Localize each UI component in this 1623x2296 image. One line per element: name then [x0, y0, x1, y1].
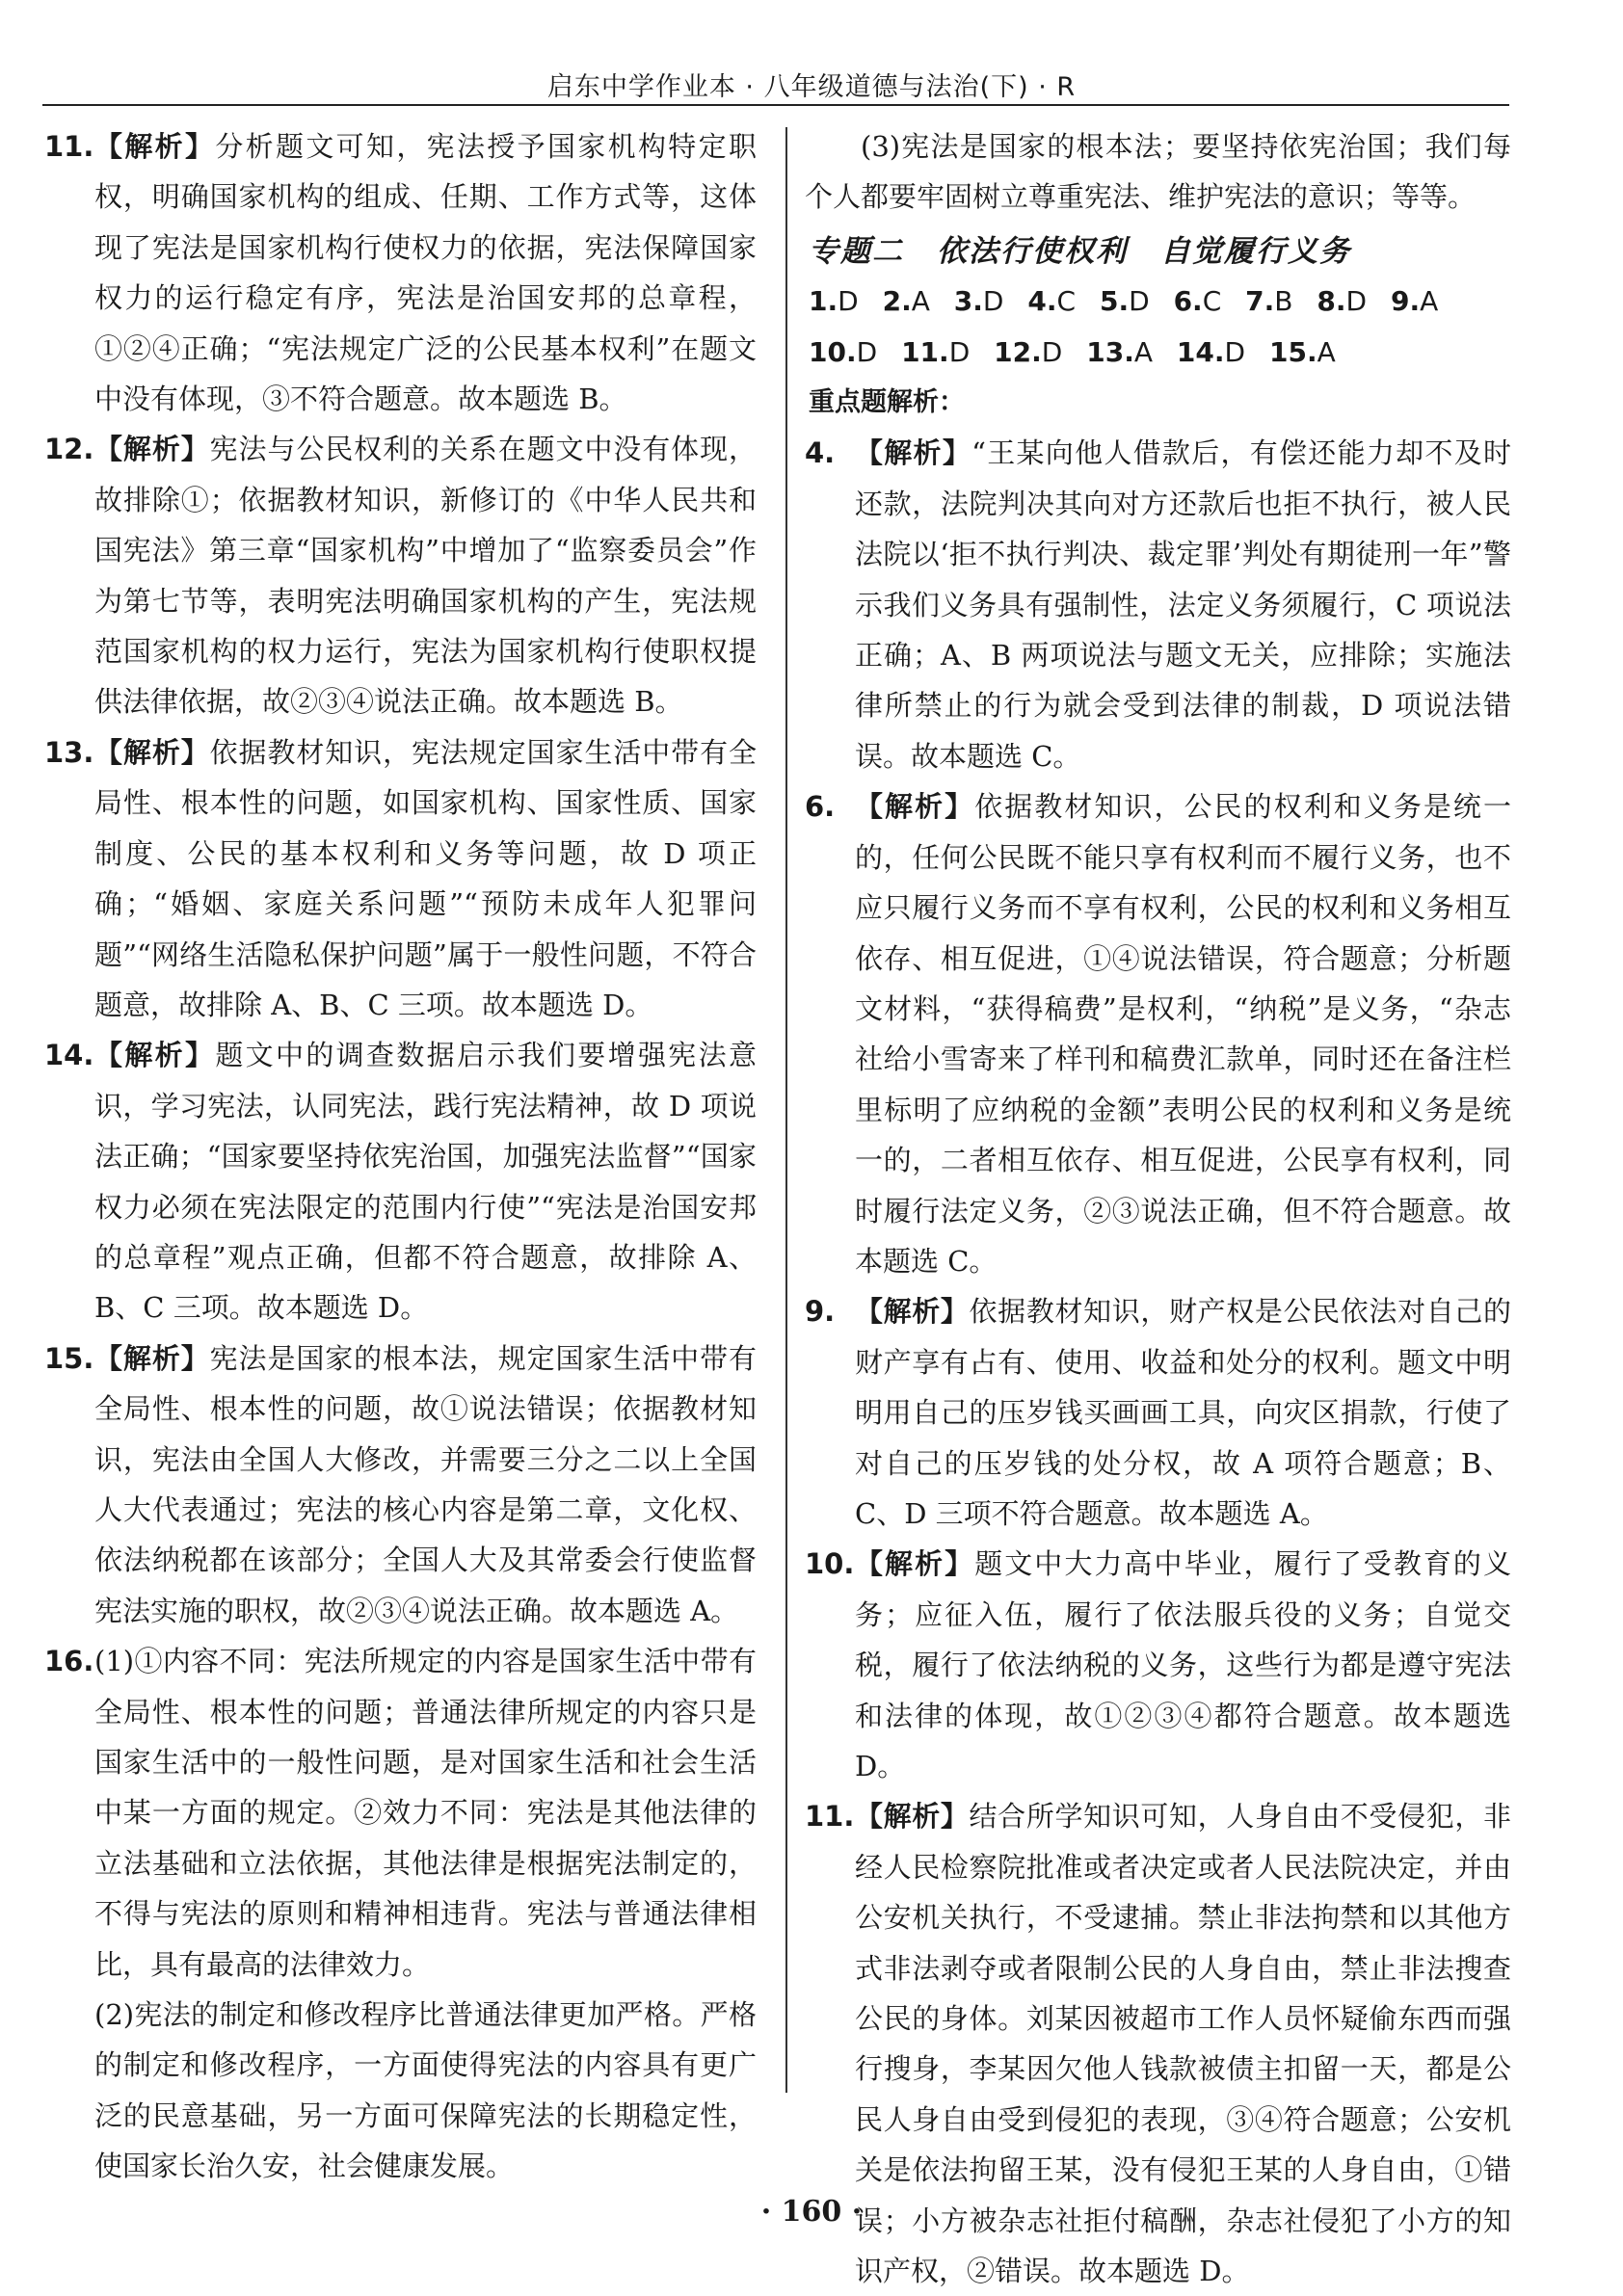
- analysis-tag: 【解析】: [855, 790, 975, 824]
- item-text: 题文中大力高中毕业，履行了受教育的义务；应征入伍，履行了依法服兵役的义务；自觉交税，履行了依法纳税的义务，这些行为都是遵守宪法和法律的体现，故①②③④都符合题意。故本题选 D。: [855, 1547, 1511, 1782]
- answer-entry: 4.C: [1027, 285, 1077, 318]
- item-text: “王某向他人借款后，有偿还能力却不及时还款，法院判决其向对方还款后也拒不执行，被人民法院以‘拒不执行判决、裁定罪’判处有期徒刑一年”警示我们义务具有强制性，法定义务须履行，C 项说法正确；A、B 两项说法与题文无关，应排除；实施法律所禁止的行为就会受到法律的制裁，D 项说法错误。故本题选 C。: [855, 436, 1511, 773]
- answer-entry: 11.D: [901, 335, 971, 368]
- item-text: 依据教材知识，公民的权利和义务是统一的，任何公民既不能只享有权利而不履行义务，也不应只履行义务而不享有权利，公民的权利和义务相互依存、相互促进，①④说法错误，符合题意；分析题文材料，“获得稿费”是权利，“纳税”是义务，“杂志社给小雪寄来了样刊和稿费汇款单，同时还在备注栏里标明了应纳税的金额”表明公民的权利和义务是统一的，二者相互依存、相互促进，公民享有权利，同时履行法定义务，②③说法正确，但不符合题意。故本题选 C。: [855, 790, 1511, 1278]
- answer-explanation-11: [44, 121, 757, 424]
- answer-entry: 10.D: [809, 335, 878, 368]
- page-header: 启东中学作业本 · 八年级道德与法治(下) · R: [546, 72, 1077, 102]
- analysis-tag: 【解析】: [855, 1547, 975, 1581]
- topic-number: 专题二: [809, 233, 904, 269]
- analysis-tag: 【解析】: [94, 1341, 210, 1375]
- answer-explanation-13: [44, 727, 757, 1030]
- item-text: 题文中的调查数据启示我们要增强宪法意识，学习宪法，认同宪法，践行宪法精神，故 D 项说法正确；“国家要坚持依宪治国，加强宪法监督”“国家权力必须在宪法限定的范围内行使”“宪法是治国安邦的总章程”观点正确，但都不符合题意，故排除 A、B、C 三项。故本题选 D。: [94, 1039, 757, 1325]
- answer-entry: 12.D: [994, 335, 1063, 368]
- answer-explanation-15: [44, 1333, 757, 1636]
- answer-key-row-2: [805, 328, 1511, 378]
- answer-entry: 8.D: [1317, 285, 1368, 318]
- topic2-explanation-4: [805, 428, 1511, 781]
- answer-16-part-2: (2)宪法的制定和修改程序比普通法律更加严格。严格的制定和修改程序，一方面使得宪法的内容具有更广泛的民意基础，另一方面可保障宪法的长期稳定性，使国家长治久安，社会健康发展。: [94, 1998, 757, 2183]
- answer-entry: 5.D: [1099, 285, 1150, 318]
- analysis-tag: 【解析】: [94, 735, 210, 769]
- analysis-tag: 【解析】: [94, 433, 210, 466]
- item-number: 13.: [44, 735, 94, 769]
- item-number: 12.: [44, 433, 94, 466]
- answer-entry: 14.D: [1176, 335, 1246, 368]
- topic2-explanation-6: [805, 781, 1511, 1286]
- answer-entry: 13.A: [1086, 335, 1153, 368]
- analysis-tag: 【解析】: [94, 130, 216, 163]
- topic2-explanation-10: [805, 1539, 1511, 1791]
- item-text: 宪法与公民权利的关系在题文中没有体现，故排除①；依据教材知识，新修订的《中华人民共和国宪法》第三章“国家机构”中增加了“监察委员会”作为第七节等，表明宪法明确国家机构的产生，宪法规范国家机构的权力运行，宪法为国家机构行使职权提供法律依据，故②③④说法正确。故本题选 B。: [94, 433, 757, 719]
- answer-entry: 1.D: [809, 285, 859, 318]
- answer-entry: 2.A: [882, 285, 930, 318]
- answer-entry: 6.C: [1173, 285, 1222, 318]
- item-number: 11.: [805, 1800, 855, 1834]
- item-text: 依据教材知识，宪法规定国家生活中带有全局性、根本性的问题，如国家机构、国家性质、国家制度、公民的基本权利和义务等问题，故 D 项正确；“婚姻、家庭关系问题”“预防未成年人犯罪问题”“网络生活隐私保护问题”属于一般性问题，不符合题意，故排除 A、B、C 三项。故本题选 D。: [94, 735, 757, 1021]
- item-number: 9.: [805, 1295, 836, 1329]
- answer-entry: 15.A: [1268, 335, 1336, 368]
- answer-entry: 3.D: [953, 285, 1004, 318]
- page-number: · 160 ·: [760, 2195, 863, 2229]
- right-column: [805, 121, 1511, 2296]
- answer-entry: 7.B: [1245, 285, 1293, 318]
- topic-heading: [805, 226, 1511, 277]
- answer-explanation-14: [44, 1030, 757, 1333]
- answer-entry: 9.A: [1391, 285, 1439, 318]
- answer-explanation-12: [44, 424, 757, 726]
- item-number: 4.: [805, 436, 836, 470]
- analysis-tag: 【解析】: [94, 1039, 216, 1072]
- key-questions-label: 重点题解析：: [809, 387, 965, 418]
- item-text: 结合所学知识可知，人身自由不受侵犯，非经人民检察院批准或者决定或者人民法院决定，并由公安机关执行，不受逮捕。禁止非法拘禁和以其他方式非法剥夺或者限制公民的人身自由，禁止非法搜查公民的身体。刘某因被超市工作人员怀疑偷东西而强行搜身，李某因欠他人钱款被债主扣留一天，都是公民人身自由受到侵犯的表现，③④符合题意；公安机关是依法拘留王某，没有侵犯王某的人身自由，①错误；小方被杂志社拒付稿酬，杂志社侵犯了小方的知识产权，②错误。故本题选 D。: [855, 1800, 1511, 2288]
- item-text: 分析题文可知，宪法授予国家机构特定职权，明确国家机构的组成、任期、工作方式等，这体现了宪法是国家机构行使权力的依据，宪法保障国家权力的运行稳定有序，宪法是治国安邦的总章程，①②④正确；“宪法规定广泛的公民基本权利”在题文中没有体现，③不符合题意。故本题选 B。: [94, 130, 757, 416]
- item-number: 14.: [44, 1039, 94, 1072]
- item-text: 宪法是国家的根本法，规定国家生活中带有全局性、根本性的问题，故①说法错误；依据教材知识，宪法由全国人大修改，并需要三分之二以上全国人大代表通过；宪法的核心内容是第二章，文化权、依法纳税都在该部分；全国人大及其常委会行使监督宪法实施的职权，故②③④说法正确。故本题选 A。: [94, 1341, 757, 1627]
- item-number: 10.: [805, 1547, 855, 1581]
- analysis-tag: 【解析】: [855, 1295, 970, 1329]
- item-number: 11.: [44, 130, 94, 163]
- item-number: 16.: [44, 1645, 94, 1678]
- analysis-tag: 【解析】: [855, 436, 972, 470]
- analysis-tag: 【解析】: [855, 1800, 970, 1834]
- answer-16-part-3: (3)宪法是国家的根本法；要坚持依宪治国；我们每个人都要牢固树立尊重宪法、维护宪法的意识；等等。: [805, 130, 1511, 214]
- header-rule: [42, 104, 1509, 106]
- item-text: 依据教材知识，财产权是公民依法对自己的财产享有占有、使用、收益和处分的权利。题文中明明用自己的压岁钱买画画工具，向灾区捐款，行使了对自己的压岁钱的处分权，故 A 项符合题意；B、C、D 三项不符合题意。故本题选 A。: [855, 1295, 1511, 1530]
- topic2-explanation-9: [805, 1286, 1511, 1539]
- column-divider: [785, 127, 787, 2093]
- answer-explanation-16: [44, 1636, 757, 1990]
- topic-title-part-1: 依法行使权利: [937, 233, 1128, 269]
- left-column: [44, 121, 757, 2192]
- item-number: 15.: [44, 1341, 94, 1375]
- topic-title-part-2: 自觉履行义务: [1160, 233, 1351, 269]
- answer-key-row-1: [805, 277, 1511, 327]
- item-text: (1)①内容不同：宪法所规定的内容是国家生活中带有全局性、根本性的问题；普通法律所规定的内容只是国家生活中的一般性问题，是对国家生活和社会生活中某一方面的规定。②效力不同：宪法是其他法律的立法基础和立法依据，其他法律是根据宪法制定的，不得与宪法的原则和精神相违背。宪法与普通法律相比，具有最高的法律效力。: [94, 1645, 757, 1981]
- item-number: 6.: [805, 790, 836, 824]
